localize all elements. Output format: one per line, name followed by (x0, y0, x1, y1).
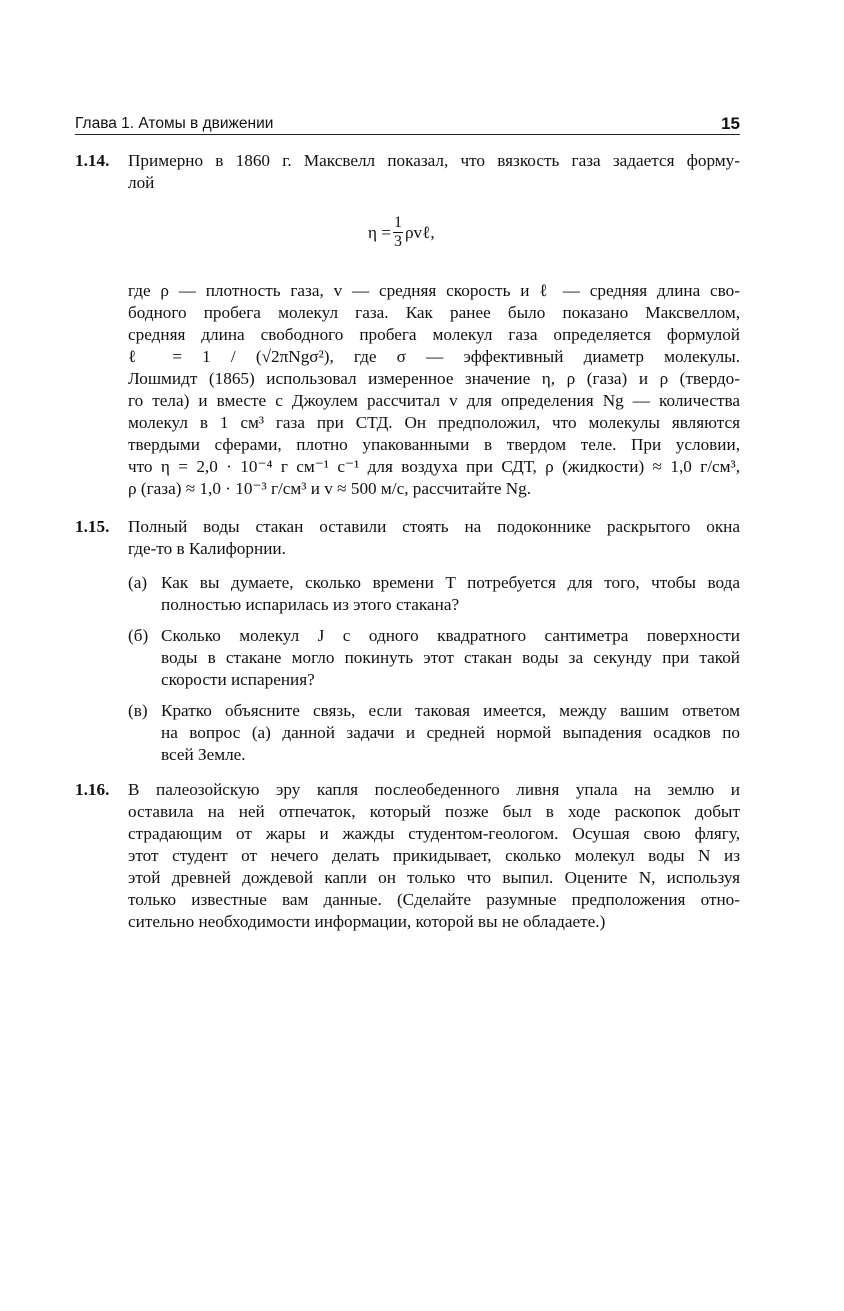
text-line: В палеозойскую эру капля послеобеденного ливня упала на землю и (128, 780, 740, 799)
text-line: Полный воды стакан оставили стоять на подоконнике раскрытого окна (128, 517, 740, 536)
text-line: что η = 2,0 · 10⁻⁴ г см⁻¹ с⁻¹ для воздуха при СДТ, ρ (жидкости) ≈ 1,0 г/см³, (128, 457, 740, 476)
text-line: бодного пробега молекул газа. Как ранее было показано Максвеллом, (128, 303, 740, 322)
text-line: оставила на ней отпечаток, который позже был в ходе раскопок добыт (128, 802, 740, 821)
chapter-title: Глава 1. Атомы в движении (75, 115, 274, 132)
text-line: сительно необходимости информации, которой вы не обладаете.) (128, 912, 606, 931)
text-line: Как вы думаете, сколько времени T потребуется для того, чтобы вода (161, 573, 740, 592)
text-line: Сколько молекул J с одного квадратного сантиметра поверхности (161, 626, 740, 645)
text-line: этой древней дождевой капли он только что выпил. Оцените N, используя (128, 868, 740, 887)
text-line: всей Земле. (161, 745, 246, 764)
text-line: средняя длина свободного пробега молекул газа определяется формулой (128, 325, 740, 344)
text-line: го тела) и вместе с Джоулем рассчитал v для определения Ng — количества (128, 391, 740, 410)
problem-number: 1.14. (75, 151, 110, 170)
formula-lhs: η = (368, 222, 391, 242)
fraction-denominator: 3 (393, 233, 402, 250)
running-header (75, 114, 740, 135)
formula-rhs: ρvℓ, (404, 222, 435, 242)
text-line: полностью испарилась из этого стакана? (161, 595, 460, 614)
text-line: ρ (газа) ≈ 1,0 · 10⁻³ г/см³ и v ≈ 500 м/с, рассчитайте Ng. (128, 479, 532, 498)
text-line: лой (128, 173, 155, 192)
fraction-numerator: 1 (393, 214, 402, 231)
text-line: воды в стакане могло покинуть этот стакан воды за секунду при такой (161, 648, 740, 667)
problem-number: 1.15. (75, 517, 110, 536)
text-line: этот студент от нечего делать прикидывает, сколько молекул воды N из (128, 846, 740, 865)
viscosity-formula (368, 214, 435, 251)
text-line: скорости испарения? (161, 670, 315, 689)
problem-number: 1.16. (75, 780, 110, 799)
text-line: Кратко объясните связь, если таковая имеется, между вашим ответом (161, 701, 740, 720)
page-number: 15 (721, 114, 740, 133)
text-line: молекул в 1 см³ газа при СТД. Он предположил, что молекулы являются (128, 413, 740, 432)
text-line: твердыми сферами, плотно упакованными в твердом теле. При условии, (128, 435, 740, 454)
text-line: Лошмидт (1865) использовал измеренное значение η, ρ (газа) и ρ (твердо- (128, 369, 740, 388)
part-label: (б) (128, 626, 149, 645)
text-line: страдающим от жары и жажды студентом-геологом. Осушая свою флягу, (128, 824, 740, 843)
text-line: ℓ = 1 / (√2πNgσ²), где σ — эффективный диаметр молекулы. (128, 347, 740, 366)
text-line: только известные вам данные. (Сделайте разумные предположения отно- (128, 890, 740, 909)
part-label: (в) (128, 701, 148, 720)
text-line: где-то в Калифорнии. (128, 539, 286, 558)
part-label: (а) (128, 573, 148, 592)
text-line: на вопрос (а) данной задачи и средней нормой выпадения осадков по (161, 723, 740, 742)
text-line: где ρ — плотность газа, v — средняя скорость и ℓ — средняя длина сво- (128, 281, 740, 300)
fraction (393, 214, 403, 251)
text-line: Примерно в 1860 г. Максвелл показал, что вязкость газа задается форму- (128, 151, 740, 170)
